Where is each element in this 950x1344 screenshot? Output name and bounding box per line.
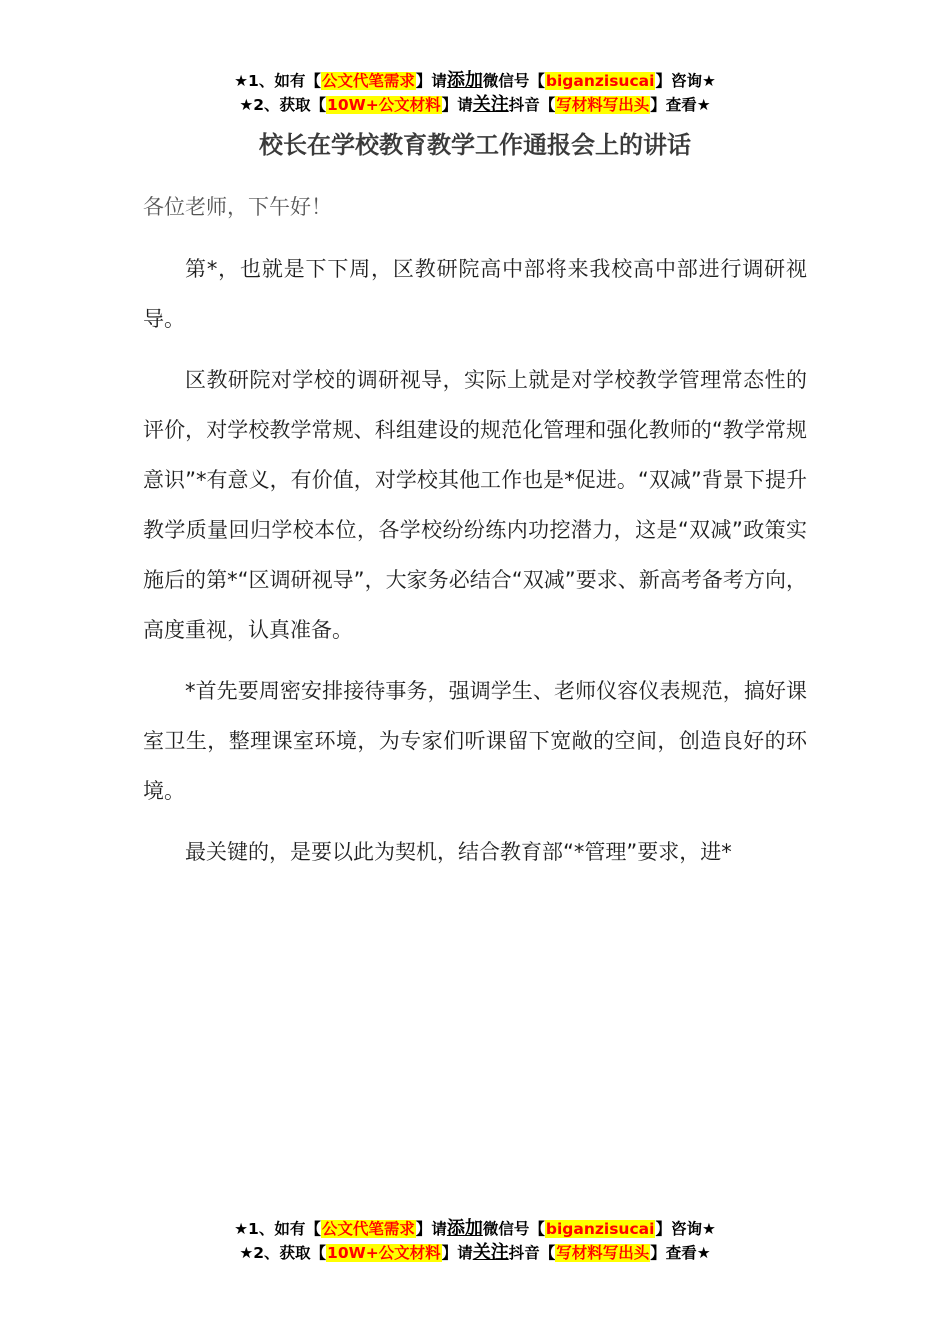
star-icon: ★	[701, 72, 716, 90]
star-icon: ★	[239, 96, 254, 114]
header-banner	[0, 69, 950, 117]
highlight-douyin: 写材料写出头	[556, 1244, 650, 1262]
banner-text: 2、获取【	[253, 1244, 327, 1262]
paragraph: 第*，也就是下下周，区教研院高中部将来我校高中部进行调研视导。	[143, 257, 807, 331]
highlight-materials: 10W+公文材料	[327, 96, 441, 114]
highlight-wechat-id: biganzisucai	[545, 72, 655, 90]
star-icon: ★	[234, 1220, 249, 1238]
star-icon: ★	[239, 1244, 254, 1262]
paragraph: *首先要周密安排接待事务，强调学生、老师仪容仪表规范，搞好课室卫生，整理课室环境，为专家们听课留下宽敞的空间，创造良好的环境。	[143, 679, 807, 803]
banner-text: 1、如有【	[248, 1220, 321, 1238]
star-icon: ★	[696, 96, 711, 114]
highlight-wechat-id: biganzisucai	[545, 1220, 655, 1238]
paragraph: 最关键的，是要以此为契机，结合教育部“*管理”要求，进*	[185, 840, 732, 864]
emphasis-add: 添加	[446, 70, 483, 91]
emphasis-add: 添加	[446, 1218, 483, 1239]
star-icon: ★	[696, 1244, 711, 1262]
paragraph: 区教研院对学校的调研视导，实际上就是对学校教学管理常态性的评价，对学校教学常规、科组建设的规范化管理和强化教师的“教学常规意识”*有意义，有价值，对学校其他工作也是*促进。“双减”背景下提升教学质量回归学校本位，各学校纷纷练内功挖潜力，这是“双减”政策实施后的第*“区调研视导”，大家务必结合“双减”要求、新高考备考方向，高度重视，认真准备。	[143, 368, 807, 642]
emphasis-follow: 关注	[472, 94, 509, 115]
banner-text: 1、如有【	[248, 72, 321, 90]
banner-text: 抖音【	[508, 96, 556, 114]
highlight-service: 公文代笔需求	[321, 1220, 415, 1238]
star-icon: ★	[234, 72, 249, 90]
banner-text: 】查看	[650, 96, 697, 114]
banner-text: 】请	[441, 96, 473, 114]
banner-line-1	[0, 69, 950, 93]
greeting: 各位老师，下午好！	[143, 195, 332, 219]
highlight-service: 公文代笔需求	[321, 72, 415, 90]
banner-text: 】咨询	[655, 1220, 702, 1238]
banner-line-1	[0, 1217, 950, 1241]
banner-line-2	[0, 1241, 950, 1265]
star-icon: ★	[701, 1220, 716, 1238]
banner-text: 】咨询	[655, 72, 702, 90]
document-body	[143, 244, 807, 888]
banner-text: 】查看	[650, 1244, 697, 1262]
highlight-douyin: 写材料写出头	[556, 96, 650, 114]
document-title: 校长在学校教育教学工作通报会上的讲话	[259, 131, 691, 159]
emphasis-follow: 关注	[472, 1242, 509, 1263]
banner-text: 微信号【	[482, 1220, 545, 1238]
banner-line-2	[0, 93, 950, 117]
banner-text: 2、获取【	[253, 96, 327, 114]
banner-text: 】请	[415, 72, 447, 90]
banner-text: 】请	[415, 1220, 447, 1238]
banner-text: 】请	[441, 1244, 473, 1262]
banner-text: 微信号【	[482, 72, 545, 90]
banner-text: 抖音【	[508, 1244, 556, 1262]
highlight-materials: 10W+公文材料	[327, 1244, 441, 1262]
footer-banner	[0, 1217, 950, 1265]
